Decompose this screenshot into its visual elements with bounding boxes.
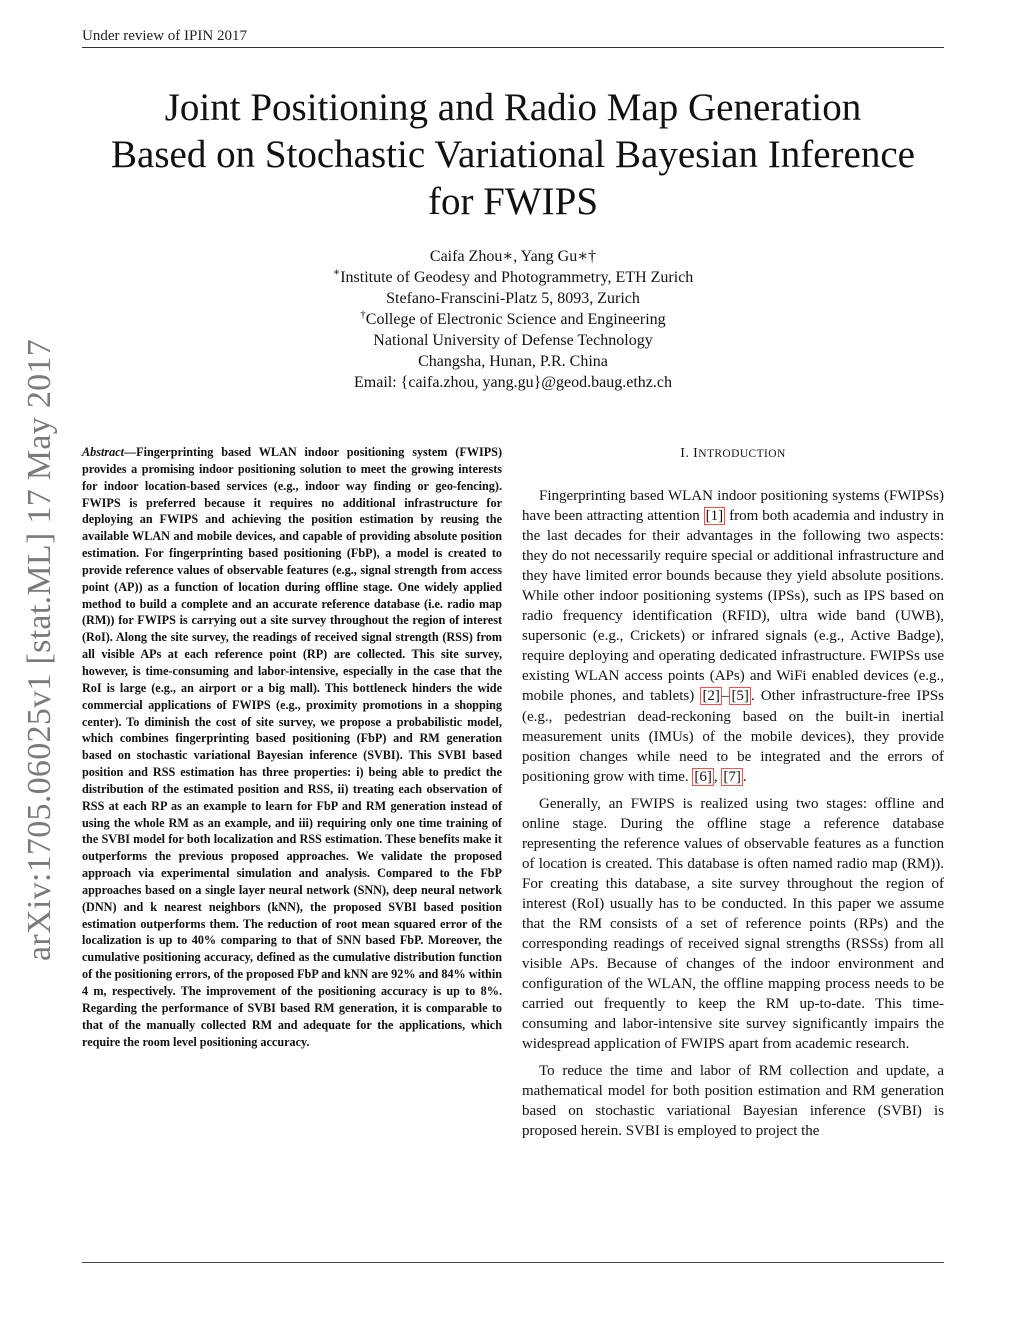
- title-line: Joint Positioning and Radio Map Generation: [164, 86, 862, 129]
- introduction-section: [522, 444, 944, 1149]
- section-heading: [522, 444, 944, 464]
- footer-rule: [82, 1262, 944, 1263]
- citation-range-dash: –: [721, 688, 730, 705]
- abstract-label: Abstract: [82, 445, 124, 459]
- affiliation-2-address: Changsha, Hunan, P.R. China: [418, 353, 608, 370]
- author-names: Caifa Zhou∗, Yang Gu∗†: [429, 248, 597, 265]
- abstract: [82, 444, 502, 1050]
- header-rule: [82, 47, 944, 48]
- paragraph: Generally, an FWIPS is realized using two stages: offline and online stage. During the offline stage a reference database representing the reference values of observable features as a function of location is created. This database is often named radio map (RM)). For creating this database, a site survey throughout the region of interest (RoI) usually has to be conducted. In this paper we assume that the RM consists of a set of reference points (RPs) and the corresponding readings of received signal strengths (RSSs) from all visible APs. Because of changes of the indoor environment and configuration of the WLAN, the offline mapping process needs to be carried out frequently to keep the RM up-to-date. This time-consuming and labor-intensive site survey significantly impairs the widespread application of FWIPS apart from academic research.: [522, 795, 944, 1053]
- arxiv-identifier[interactable]: arXiv:1705.06025v1 [stat.ML] 17 May 2017: [21, 338, 58, 962]
- paragraph: To reduce the time and labor of RM collection and update, a mathematical model for both position estimation and RM generation based on stochastic variational Bayesian inference (SVBI) is proposed herein. SVBI is employed to project the: [522, 1063, 944, 1140]
- title-line: Based on Stochastic Variational Bayesian Inference: [111, 133, 915, 176]
- citation-separator: ,: [713, 768, 722, 785]
- abstract-text: —Fingerprinting based WLAN indoor positioning system (FWIPS) provides a promising indoor positioning solution to meet the growing interests for indoor location-based services (e.g., indoor way finding or geo-fencing). FWIPS is preferred because it requires no additional infrastructure for deploying an FWIPS and achieving the position estimation by reusing the available WLAN and mobile devices, and capable of providing absolute position estimation. For fingerprinting based positioning (FbP), a model is created to provide reference values of observable features (e.g., signal strength from access point (AP)) as a function of location during offline stage. One widely applied method to build a complete and an accurate reference database (i.e. radio map (RM)) for FWIPS is carrying out a site survey throughout the region of interest (RoI). Along the site survey, the readings of received signal strength (RSS) from all visible APs at each reference point (RP) are collected. This site survey, however, is time-consuming and labor-intensive, especially in the case that the RoI is large (e.g., an airport or a big mall). This bottleneck hinders the wide commercial applications of FWIPS (e.g., proximity promotions in a shopping center). To diminish the cost of site survey, we propose a probabilistic model, which combines fingerprinting based positioning (FbP) and RM generation based on stochastic variational Bayesian inference (SVBI). This SVBI based position and RSS estimation has three properties: i) being able to predict the distribution of the estimated position and RSS, ii) treating each observation of RSS at each RP as an example to learn for FbP and RM generation instead of using the whole RM as an example, and iii) requiring only one time training of the SVBI model for both localization and RSS estimation. These benefits make it outperforms the previous proposed approaches. We validate the proposed approach via experimental simulation and analysis. Compared to the FbP approaches based on a single layer neural network (SNN), deep neural network (DNN) and k nearest neighbors (kNN), the proposed SVBI based position estimation outperforms them. The reduction of root mean squared error of the localization is up to 40% comparing to that of SNN based FbP. Moreover, the cumulative positioning accuracy, defined as the cumulative distribution function of the positioning errors, of the proposed FbP and kNN are 92% and 84% within 4 m, respectively. The improvement of the positioning accuracy is up to 8%. Regarding the performance of SVBI based RM generation, it is comparable to that of the manually collected RM and adequate for the applications, which require the room level positioning accuracy.: [82, 445, 502, 1049]
- affiliation-2: [82, 309, 944, 330]
- email-line: Email: {caifa.zhou, yang.gu}@geod.baug.ethz.ch: [354, 374, 672, 391]
- affiliation-1: [82, 267, 944, 288]
- affiliation-1-address: Stefano-Franscini-Platz 5, 8093, Zurich: [386, 290, 640, 307]
- citation-link[interactable]: [6]: [694, 768, 712, 785]
- title-line: for FWIPS: [427, 180, 599, 223]
- affiliation-name: College of Electronic Science and Engineering: [365, 311, 666, 328]
- author-block: [82, 246, 944, 393]
- paragraph-text: . Other infrastructure-free IPSs (e.g., pedestrian dead-reckoning based on the built-in inertial measurement units (IMUs) of the mobile devices), they provide position changes while need to be integrated and the errors of positioning grow with time.: [522, 688, 944, 785]
- section-numeral: I.: [680, 446, 694, 461]
- citation-link[interactable]: [7]: [723, 768, 741, 785]
- paragraph: [522, 486, 944, 787]
- citation-link[interactable]: [1]: [705, 508, 724, 525]
- paragraph-text: from both academia and industry in the last decades for their advantages in the following two aspects: they do not necessarily require special or additional infrastructure and they have limited error bounds because they yield absolute positions. While other indoor positioning systems (IPSs), such as IPS based on radio frequency identification (RFID), ultra wide band (UWB), supersonic (e.g., Crickets) or infrared signals (e.g., Active Badge), require deploying and operating dedicated infrastructure. FWIPSs use existing WLAN access points (APs) and WiFi enabled devices (e.g., mobile phones, and tablets): [522, 508, 944, 705]
- affiliation-name: Institute of Geodesy and Photogrammetry, ETH Zurich: [340, 269, 694, 286]
- affiliation-2-university: National University of Defense Technology: [373, 332, 653, 349]
- paper-title: [82, 84, 944, 225]
- section-heading-rest: NTRODUCTION: [698, 448, 786, 460]
- section-heading-initial: I: [693, 446, 699, 461]
- running-header: Under review of IPIN 2017: [82, 28, 247, 44]
- citation-link[interactable]: [5]: [731, 688, 749, 705]
- affiliation-mark: †: [360, 308, 366, 321]
- affiliation-mark: ∗: [332, 266, 341, 279]
- sentence-end: .: [742, 768, 747, 785]
- paragraph-text: Fingerprinting based WLAN indoor positioning systems (FWIPSs) have been attracting attention: [522, 488, 944, 525]
- citation-link[interactable]: [2]: [702, 688, 720, 705]
